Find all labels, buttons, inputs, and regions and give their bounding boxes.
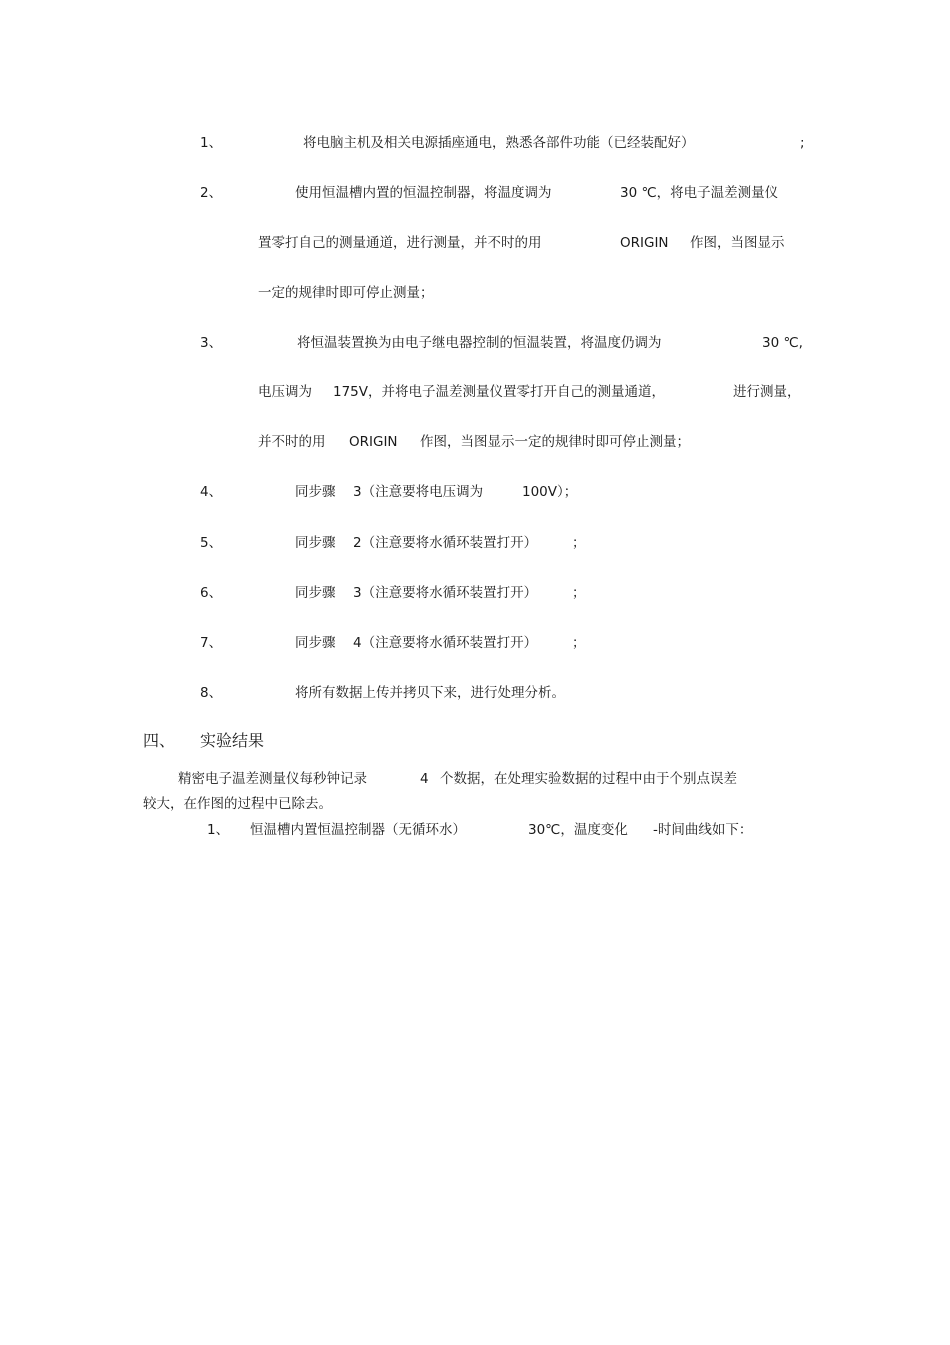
step-3-line3c: 作图，当图显示一定的规律时即可停止测量； [420,434,690,450]
step-2-line2a: 置零打自己的测量通道，进行测量，并不时的用 [258,235,542,251]
step-6-number: 6、 [200,585,223,601]
step-3-line2c: 进行测量， [733,384,801,400]
step-6-c: ； [572,585,586,601]
results-line1c: 个数据，在处理实验数据的过程中由于个别点误差 [440,771,737,787]
step-2-line2b: ORIGIN [620,235,669,251]
results-item-1-b: 30℃，温度变化 [528,822,628,838]
results-item-1-a: 恒温槽内置恒温控制器（无循环水） [250,822,466,838]
results-line1a: 精密电子温差测量仪每秒钟记录 [178,771,367,787]
step-7-c: ； [572,635,586,651]
step-4-c: 100V）； [522,484,578,500]
section-number: 四、 [143,731,176,750]
step-6-b: 3（注意要将水循环装置打开） [353,585,538,601]
step-3-line1a: 将恒温装置换为由电子继电器控制的恒温装置，将温度仍调为 [297,335,662,351]
results-item-1-number: 1、 [207,822,230,838]
step-3-line2b: 175V，并将电子温差测量仪置零打开自己的测量通道， [333,384,666,400]
step-3-line1b: 30 ℃, [762,335,803,351]
step-5-a: 同步骤 [295,535,336,551]
step-7-number: 7、 [200,635,223,651]
step-7-a: 同步骤 [295,635,336,651]
step-5-b: 2（注意要将水循环装置打开） [353,535,538,551]
step-1-end: ; [800,135,805,151]
step-4-number: 4、 [200,484,223,500]
section-title: 实验结果 [200,731,265,750]
step-5-c: ； [572,535,586,551]
step-8-number: 8、 [200,685,223,701]
step-7-b: 4（注意要将水循环装置打开） [353,635,538,651]
step-2-line1a: 使用恒温槽内置的恒温控制器，将温度调为 [295,185,552,201]
step-3-line2a: 电压调为 [258,384,312,400]
results-item-1-c: -时间曲线如下： [653,822,753,838]
step-8-text: 将所有数据上传并拷贝下来，进行处理分析。 [295,685,565,701]
results-line1b: 4 [420,771,429,787]
step-3-line3a: 并不时的用 [258,434,326,450]
step-1-text: 将电脑主机及相关电源插座通电，熟悉各部件功能（已经装配好） [303,135,695,151]
step-2-line3: 一定的规律时即可停止测量； [258,285,434,301]
step-2-number: 2、 [200,185,223,201]
step-4-b: 3（注意要将电压调为 [353,484,484,500]
step-2-line1b: 30 ℃，将电子温差测量仪 [620,185,779,201]
step-6-a: 同步骤 [295,585,336,601]
step-4-a: 同步骤 [295,484,336,500]
step-2-line2c: 作图，当图显示 [690,235,785,251]
step-1-number: 1、 [200,135,223,151]
step-3-number: 3、 [200,335,223,351]
results-line2: 较大，在作图的过程中已除去。 [143,796,332,812]
step-5-number: 5、 [200,535,223,551]
step-3-line3b: ORIGIN [349,434,398,450]
